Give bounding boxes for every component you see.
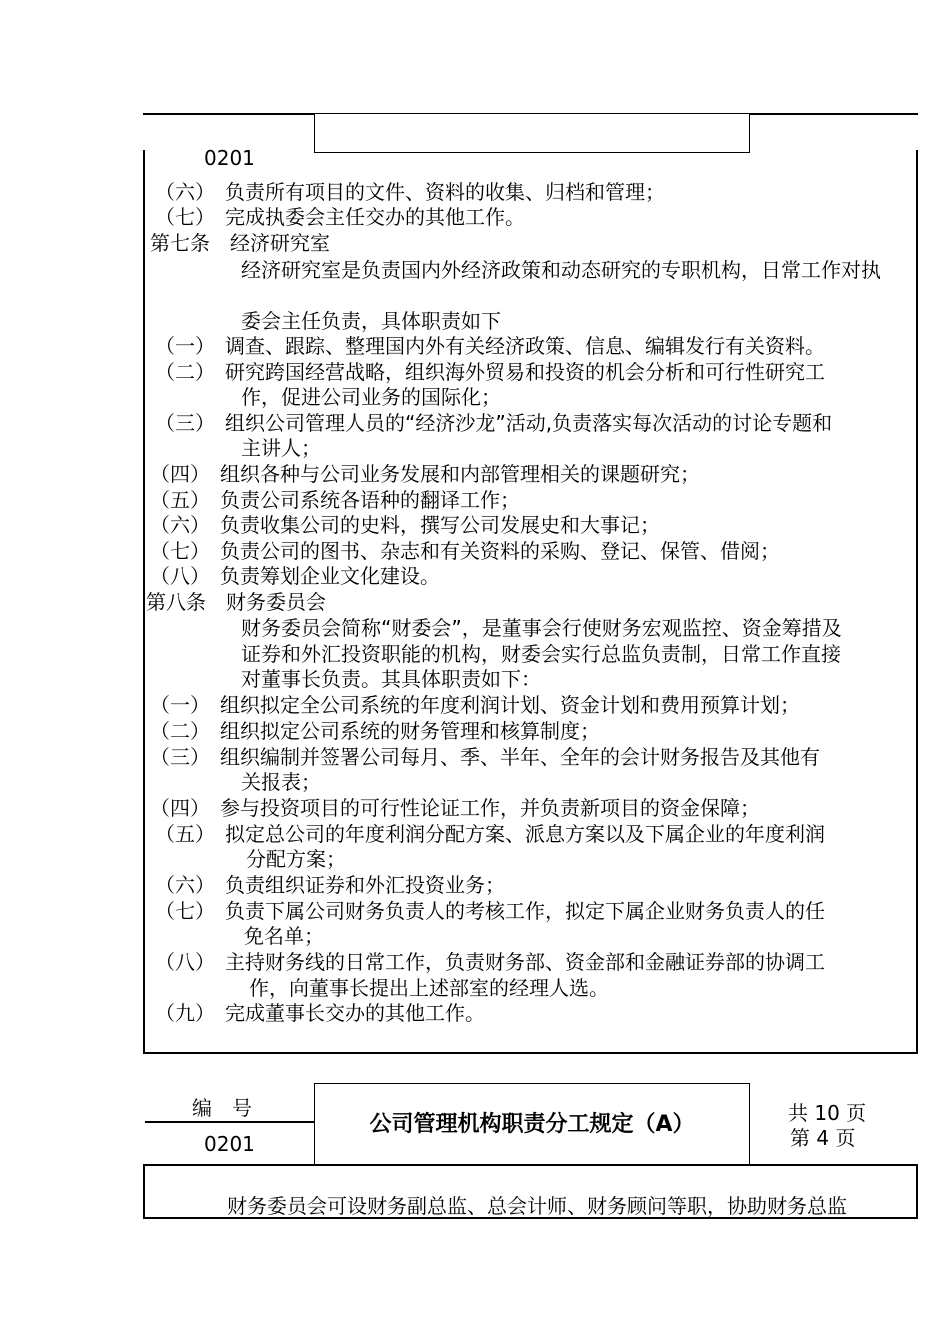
number-divider xyxy=(145,1121,315,1123)
current-page: 第 4 页 xyxy=(790,1126,856,1150)
text-line: （七） 负责下属公司财务负责人的考核工作，拟定下属企业财务负责人的任 xyxy=(155,899,825,923)
text-line: （六） 负责所有项目的文件、资料的收集、归档和管理； xyxy=(155,180,665,204)
text-line: 主讲人； xyxy=(241,436,321,460)
text-line: 作，向董事长提出上述部室的经理人选。 xyxy=(249,976,609,1000)
article-heading: 第八条 财务委员会 xyxy=(146,590,326,614)
text-line: （三） 组织公司管理人员的“经济沙龙”活动,负责落实每次活动的讨论专题和 xyxy=(155,411,833,435)
text-line: （七） 负责公司的图书、杂志和有关资料的采购、登记、保管、借阅； xyxy=(150,539,780,563)
text-line: （二） 组织拟定公司系统的财务管理和核算制度； xyxy=(150,719,600,743)
text-line: 关报表； xyxy=(241,770,321,794)
text-line: （四） 组织各种与公司业务发展和内部管理相关的课题研究； xyxy=(150,462,700,486)
text-line: （六） 负责组织证券和外汇投资业务； xyxy=(155,873,505,897)
text-line: （一） 调查、跟踪、整理国内外有关经济政策、信息、编辑发行有关资料。 xyxy=(155,334,825,358)
text-line: （四） 参与投资项目的可行性论证工作，并负责新项目的资金保障； xyxy=(150,796,760,820)
page-2-right-border xyxy=(916,1164,918,1219)
text-line: 分配方案； xyxy=(246,847,346,871)
text-line: （七） 完成执委会主任交办的其他工作。 xyxy=(155,205,525,229)
number-label: 编 号 xyxy=(192,1096,252,1120)
page-title: 公司管理机构职责分工规定（A） xyxy=(369,1112,695,1137)
text-line: 财务委员会可设财务副总监、总会计师、财务顾问等职，协助财务总监 xyxy=(227,1194,847,1218)
text-line: 委会主任负责，具体职责如下 xyxy=(241,309,501,333)
text-line: （三） 组织编制并签署公司每月、季、半年、全年的会计财务报告及其他有 xyxy=(150,745,820,769)
header-rule-left xyxy=(143,113,315,115)
text-line: 对董事长负责。其具体职责如下： xyxy=(241,667,541,691)
page-2-left-border xyxy=(143,1164,145,1219)
text-line: （八） 主持财务线的日常工作，负责财务部、资金部和金融证券部的协调工 xyxy=(155,950,825,974)
text-line: （九） 完成董事长交办的其他工作。 xyxy=(155,1001,485,1025)
text-line: 经济研究室是负责国内外经济政策和动态研究的专职机构，日常工作对执 xyxy=(241,258,881,282)
text-line: （八） 负责筹划企业文化建设。 xyxy=(150,564,440,588)
header-rule-right xyxy=(750,113,918,115)
text-line: 作，促进公司业务的国际化； xyxy=(241,385,501,409)
total-pages: 共 10 页 xyxy=(788,1101,867,1125)
text-line: 免名单； xyxy=(244,924,324,948)
text-line: （二） 研究跨国经营战略，组织海外贸易和投资的机会分析和可行性研究工 xyxy=(155,360,825,384)
page-2-body-top-border xyxy=(143,1164,918,1166)
page-1-bottom-border xyxy=(143,1052,918,1054)
document-code: 0201 xyxy=(204,146,255,170)
text-line: 财务委员会简称“财委会”，是董事会行使财务宏观监控、资金筹措及 xyxy=(241,616,842,640)
article-heading: 第七条 经济研究室 xyxy=(150,231,330,255)
text-line: （一） 组织拟定全公司系统的年度利润计划、资金计划和费用预算计划； xyxy=(150,693,800,717)
text-line: （六） 负责收集公司的史料，撰写公司发展史和大事记； xyxy=(150,513,660,537)
document-code: 0201 xyxy=(204,1132,255,1156)
text-line: （五） 负责公司系统各语种的翻译工作； xyxy=(150,488,520,512)
text-line: 证券和外汇投资职能的机构，财委会实行总监负责制，日常工作直接 xyxy=(241,642,841,666)
header-title-box xyxy=(314,113,750,153)
page-1-right-border xyxy=(916,150,918,1054)
text-line: （五） 拟定总公司的年度利润分配方案、派息方案以及下属企业的年度利润 xyxy=(155,822,825,846)
page-1-left-border xyxy=(143,150,145,1054)
